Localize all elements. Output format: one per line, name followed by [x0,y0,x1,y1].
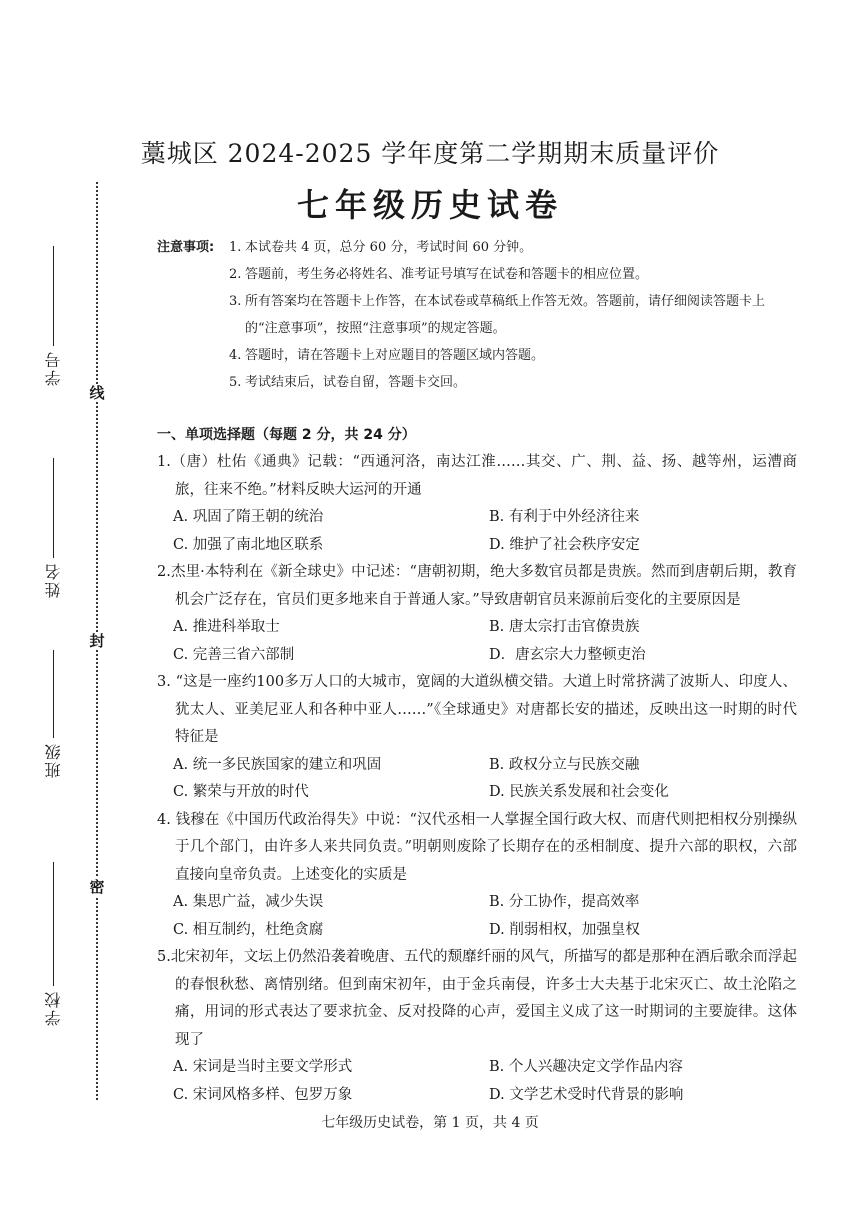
paper-title: 七年级历史试卷 [296,186,563,224]
option-d: D. 削弱相权，加强皇权 [489,921,640,938]
question-2 [157,559,797,669]
notice-item-number: 5. [229,375,242,390]
question-stem: 3. “这是一座约100多万人口的大城市，宽阔的大道纵横交错。大道上时常挤满了波斯人、印度人、犹太人、亚美尼亚人和各种中亚人……”《全球通史》对唐都长安的描述，反映出这一时期的时代特征是 [157,674,797,745]
option-c: C. 完善三省六部制 [173,646,295,663]
notice-item-text: 答题时，请在答题卡上对应题目的答题区域内答题。 [245,348,545,363]
seal-char-seal: 封 [89,632,105,650]
question-stem: 1.（唐）杜佑《通典》记载：“西通河洛，南达江淮……其交、广、荆、益、扬、越等州，运漕商旅，往来不绝。”材料反映大运河的开通 [157,454,797,498]
notice-item-text: 考试结束后，试卷自留，答题卡交回。 [245,375,467,390]
notice-item-text: 所有答案均在答题卡上作答，在本试卷或草稿纸上作答无效。答题前，请仔细阅读答题卡上的“注意事项”，按照“注意事项”的规定答题。 [245,294,766,336]
question-options [157,752,797,807]
name-label: 姓名 [43,562,63,598]
question-stem: 5.北宋初年，文坛上仍然沿袭着晚唐、五代的颓靡纤丽的风气，所描写的都是那种在酒后歌余而浮起的春恨秋愁、离情别绪。但到南宋初年，由于金兵南侵，许多士大夫基于北宋灭亡、故土沦陷之痛，用词的形式表达了要求抗金、反对投降的心声，爱国主义成了这一时期词的主要旋律。这体现了 [157,949,797,1048]
class-label: 班级 [43,742,63,778]
name-blank[interactable] [53,458,54,558]
option-d: D．唐玄宗大力整顿吏治 [489,646,646,663]
exam-title: 藁城区 2024-2025 学年度第二学期期末质量评价 [140,139,720,168]
school-field[interactable] [36,862,70,1026]
option-c: C. 繁荣与开放的时代 [173,784,309,800]
class-field[interactable] [36,650,70,778]
school-blank[interactable] [53,862,54,986]
question-list [157,449,797,1109]
option-c: C. 加强了南北地区联系 [173,536,324,553]
option-c: C. 相互制约，杜绝贪腐 [173,921,324,938]
option-a: A. 统一多民族国家的建立和巩固 [173,756,382,773]
option-b: B. 分工协作，提高效率 [489,894,640,910]
notice-item [157,342,797,369]
option-a: A. 集思广益，减少失误 [173,894,324,910]
student-id-blank[interactable] [53,246,54,346]
notice-item-number: 4. [229,348,242,363]
option-a: A. 宋词是当时主要文学形式 [173,1059,353,1075]
page-footer: 七年级历史试卷，第 1 页，共 4 页 [321,1115,539,1131]
name-field[interactable] [36,458,70,598]
question-1 [157,449,797,559]
option-d: D. 维护了社会秩序安定 [489,536,640,553]
notice-item-text: 答题前，考生务必将姓名、准考证号填写在试卷和答题卡的相应位置。 [245,267,649,282]
option-d: D. 文学艺术受时代背景的影响 [489,1086,684,1103]
notice-item [157,369,797,396]
option-b: B. 唐太宗打击官僚贵族 [489,619,640,635]
student-id-label: 学号 [43,350,63,386]
option-b: B. 个人兴趣决定文学作品内容 [489,1059,683,1075]
class-blank[interactable] [53,650,54,738]
seal-char-dense: 密 [89,878,105,896]
notice-item [157,288,797,342]
section-title: 一、单项选择题（每题 2 分，共 24 分） [157,427,416,443]
question-options [157,614,797,669]
notice-item-number: 2. [229,267,242,282]
question-stem: 4. 钱穆在《中国历代政治得失》中说：“汉代丞相一人掌握全国行政大权、而唐代则把相权分别操纵于几个部门，由许多人来共同负责。”明朝则废除了长期存在的丞相制度、提升六部的职权，六部直接向皇帝负责。上述变化的实质是 [157,811,797,883]
notice-block [157,234,797,396]
question-options [157,504,797,559]
seal-char-line: 线 [89,384,105,402]
option-b: B. 政权分立与民族交融 [489,756,640,773]
question-4 [157,807,797,945]
question-5 [157,944,797,1109]
question-stem: 2.杰里·本特利在《新全球史》中记述：“唐朝初期，绝大多数官员都是贵族。然而到唐朝后期，教育机会广泛存在，官员们更多地来自于普通人家。”导致唐朝官员来源前后变化的主要原因是 [157,564,797,608]
notice-item [157,261,797,288]
question-options [157,889,797,944]
question-options [157,1054,797,1109]
option-a: A. 巩固了隋王朝的统治 [173,509,324,525]
option-d: D. 民族关系发展和社会变化 [489,784,669,800]
option-a: A. 推进科举取士 [173,619,280,635]
option-c: C. 宋词风格多样、包罗万象 [173,1086,353,1103]
question-3 [157,669,797,807]
notice-item [157,234,797,261]
school-label: 学校 [43,990,63,1026]
notice-item-number: 1. [229,240,242,255]
notice-item-number: 3. [229,294,242,309]
notice-label: 注意事项: [157,240,215,255]
option-b: B. 有利于中外经济往来 [489,509,640,525]
student-id-field[interactable] [36,246,70,386]
notice-item-text: 本试卷共 4 页，总分 60 分，考试时间 60 分钟。 [245,240,533,255]
